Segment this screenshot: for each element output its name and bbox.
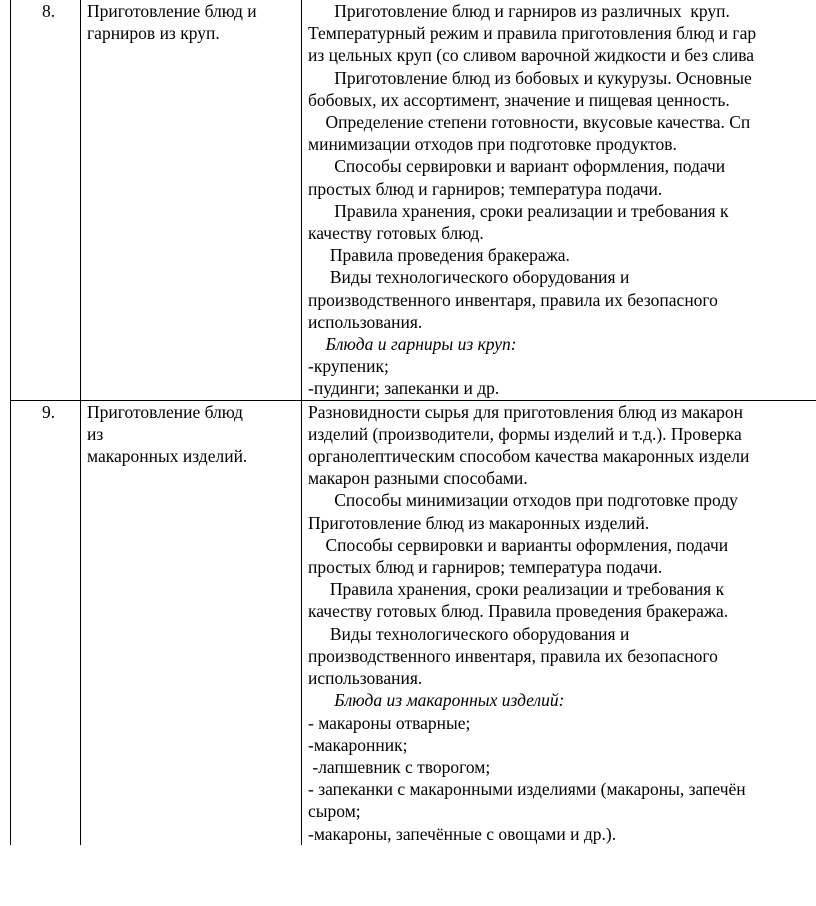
row-number: 8. (41, 1, 56, 21)
content-line: органолептическим способом качества макаронных издели (308, 446, 750, 467)
content-line: сыром; (308, 801, 361, 822)
content-line: Приготовление блюд из бобовых и кукурузы. Основные (308, 67, 752, 88)
content-line: Правила проведения бракеража. (308, 245, 570, 266)
content-line: использования. (308, 668, 423, 689)
curriculum-table (10, 0, 816, 845)
content-line: Способы сервировки и варианты оформления, подачи (308, 534, 729, 555)
content-line: - запеканки с макаронными изделиями (макароны, запечён (308, 779, 746, 800)
content-line: Правила хранения, сроки реализации и требования к (308, 579, 725, 600)
content-line: -пудинги; запеканки и др. (308, 378, 500, 399)
content-line: простых блюд и гарниров; температура подачи. (308, 178, 663, 199)
topic-line: Приготовление блюд (87, 401, 243, 422)
content-line: Приготовление блюд и гарниров из различных круп. (308, 1, 730, 21)
dish-list-heading: Блюда и гарниры из круп: (308, 334, 517, 355)
content-line: -макароны, запечённые с овощами и др.). (308, 823, 617, 844)
table-row (11, 400, 816, 845)
table-row (11, 0, 816, 400)
content-line: - макароны отварные; (308, 712, 471, 733)
content-line: Правила хранения, сроки реализации и требования к (308, 200, 729, 221)
content-line: -крупеник; (308, 356, 389, 377)
row-number-cell (11, 0, 81, 400)
topic-cell (81, 0, 302, 400)
content-line: Температурный режим и правила приготовления блюд и гар (308, 23, 757, 44)
content-line: -лапшевник с творогом; (308, 756, 491, 777)
content-line: производственного инвентаря, правила их безопасного (308, 289, 718, 310)
dish-list-heading: Блюда из макаронных изделий: (308, 690, 565, 711)
content-line: Приготовление блюд из макаронных изделий. (308, 512, 650, 533)
content-line: использования. (308, 311, 423, 332)
content-line: Определение степени готовности, вкусовые качества. Сп (308, 112, 751, 133)
topic-line: Приготовление блюд и (87, 1, 257, 21)
content-line: минимизации отходов при подготовке продуктов. (308, 134, 677, 155)
content-line: изделий (производители, формы изделий и т.д.). Проверка (308, 423, 742, 444)
content-line: производственного инвентаря, правила их безопасного (308, 645, 718, 666)
content-line: простых блюд и гарниров; температура подачи. (308, 557, 663, 578)
content-line: качеству готовых блюд. Правила проведения бракеража. (308, 601, 729, 622)
content-line: -макаронник; (308, 734, 408, 755)
row-number-cell (11, 400, 81, 845)
table-body (11, 0, 816, 845)
content-line: качеству готовых блюд. (308, 223, 484, 244)
content-line: бобовых, их ассортимент, значение и пищевая ценность. (308, 89, 730, 110)
content-cell (302, 0, 816, 400)
topic-line: гарниров из круп. (87, 23, 220, 44)
content-line: из цельных круп (со сливом варочной жидкости и без слива (308, 45, 755, 66)
content-line: макарон разными способами. (308, 468, 528, 489)
row-number: 9. (41, 401, 56, 422)
content-cell (302, 400, 816, 845)
content-line: Виды технологического оборудования и (308, 267, 630, 288)
topic-cell (81, 400, 302, 845)
topic-line: из (87, 423, 104, 444)
content-line: Способы минимизации отходов при подготовке проду (308, 490, 738, 511)
content-line: Способы сервировки и вариант оформления, подачи (308, 156, 726, 177)
content-line: Виды технологического оборудования и (308, 623, 630, 644)
topic-line: макаронных изделий. (87, 446, 248, 467)
content-line: Разновидности сырья для приготовления блюд из макарон (308, 401, 744, 422)
